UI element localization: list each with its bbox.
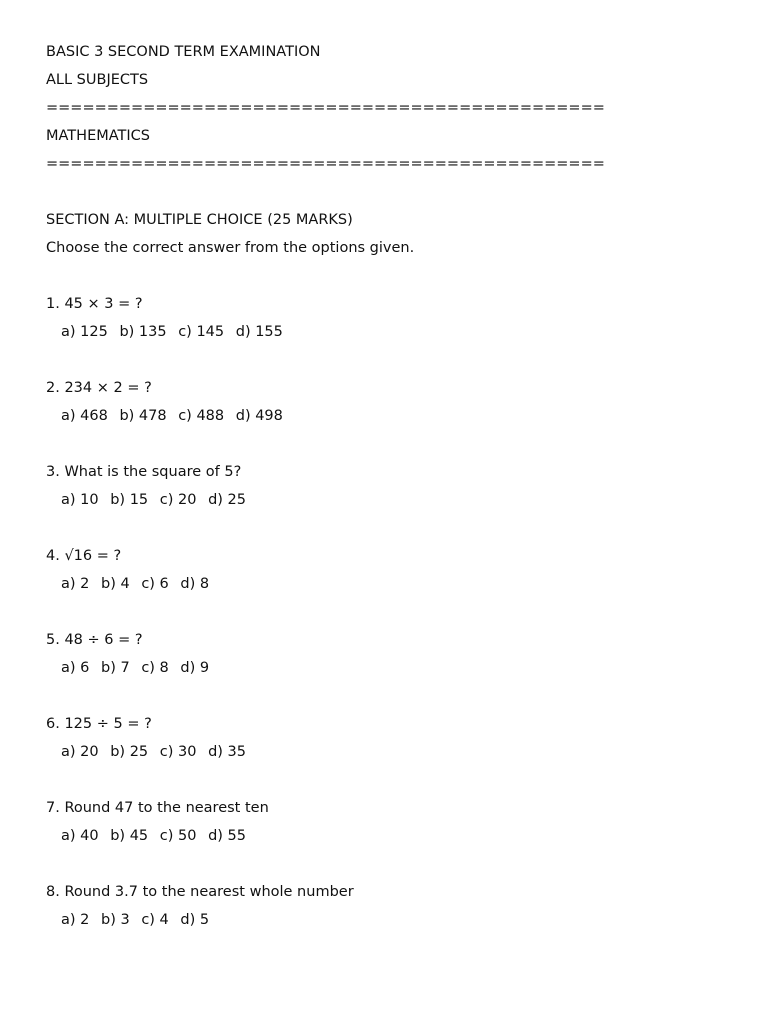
question-8 [46, 878, 746, 934]
question-6 [46, 710, 746, 766]
question-3 [46, 458, 746, 514]
subject-heading: MATHEMATICS [46, 128, 150, 144]
question-text: 7. Round 47 to the nearest ten [46, 800, 269, 816]
question-4 [46, 542, 746, 598]
option-c: c) 488 [178, 408, 225, 424]
option-c: c) 4 [141, 912, 169, 928]
question-text: 3. What is the square of 5? [46, 464, 242, 480]
exam-document [46, 38, 746, 962]
question-5 [46, 626, 746, 682]
exam-title: BASIC 3 SECOND TERM EXAMINATION [46, 44, 321, 60]
divider-bottom: ============================================== [46, 156, 605, 172]
option-b: b) 7 [101, 660, 130, 676]
divider-top: ============================================== [46, 100, 605, 116]
question-text: 2. 234 × 2 = ? [46, 380, 152, 396]
question-text: 5. 48 ÷ 6 = ? [46, 632, 143, 648]
question-options [46, 822, 746, 850]
spacer [46, 262, 746, 290]
option-c: c) 145 [178, 324, 225, 340]
option-d: d) 5 [180, 912, 210, 928]
option-d: d) 498 [235, 408, 283, 424]
question-text: 6. 125 ÷ 5 = ? [46, 716, 152, 732]
question-options [46, 402, 746, 430]
option-a: a) 40 [61, 828, 99, 844]
question-options [46, 486, 746, 514]
option-a: a) 125 [61, 324, 108, 340]
question-options [46, 906, 746, 934]
section-title: SECTION A: MULTIPLE CHOICE (25 MARKS) [46, 212, 353, 228]
spacer [46, 178, 746, 206]
option-c: c) 8 [141, 660, 169, 676]
option-b: b) 135 [119, 324, 167, 340]
option-d: d) 8 [180, 576, 210, 592]
option-b: b) 45 [110, 828, 149, 844]
option-b: b) 25 [110, 744, 149, 760]
option-a: a) 10 [61, 492, 99, 508]
option-c: c) 50 [159, 828, 197, 844]
option-a: a) 20 [61, 744, 99, 760]
exam-subtitle: ALL SUBJECTS [46, 72, 149, 88]
question-1 [46, 290, 746, 346]
question-options [46, 738, 746, 766]
option-b: b) 4 [101, 576, 130, 592]
option-d: d) 55 [208, 828, 246, 844]
option-a: a) 2 [61, 912, 90, 928]
option-d: d) 35 [208, 744, 246, 760]
question-options [46, 570, 746, 598]
option-d: d) 25 [208, 492, 246, 508]
question-2 [46, 374, 746, 430]
option-c: c) 6 [141, 576, 169, 592]
question-options [46, 654, 746, 682]
option-b: b) 15 [110, 492, 149, 508]
question-7 [46, 794, 746, 850]
option-d: d) 155 [235, 324, 283, 340]
option-b: b) 3 [101, 912, 130, 928]
question-text: 4. √16 = ? [46, 548, 122, 564]
option-c: c) 20 [159, 492, 197, 508]
question-text: 1. 45 × 3 = ? [46, 296, 143, 312]
option-d: d) 9 [180, 660, 210, 676]
option-c: c) 30 [159, 744, 197, 760]
option-a: a) 468 [61, 408, 108, 424]
option-b: b) 478 [119, 408, 167, 424]
option-a: a) 2 [61, 576, 90, 592]
question-text: 8. Round 3.7 to the nearest whole number [46, 884, 354, 900]
question-options [46, 318, 746, 346]
option-a: a) 6 [61, 660, 90, 676]
section-instruction: Choose the correct answer from the options given. [46, 240, 415, 256]
